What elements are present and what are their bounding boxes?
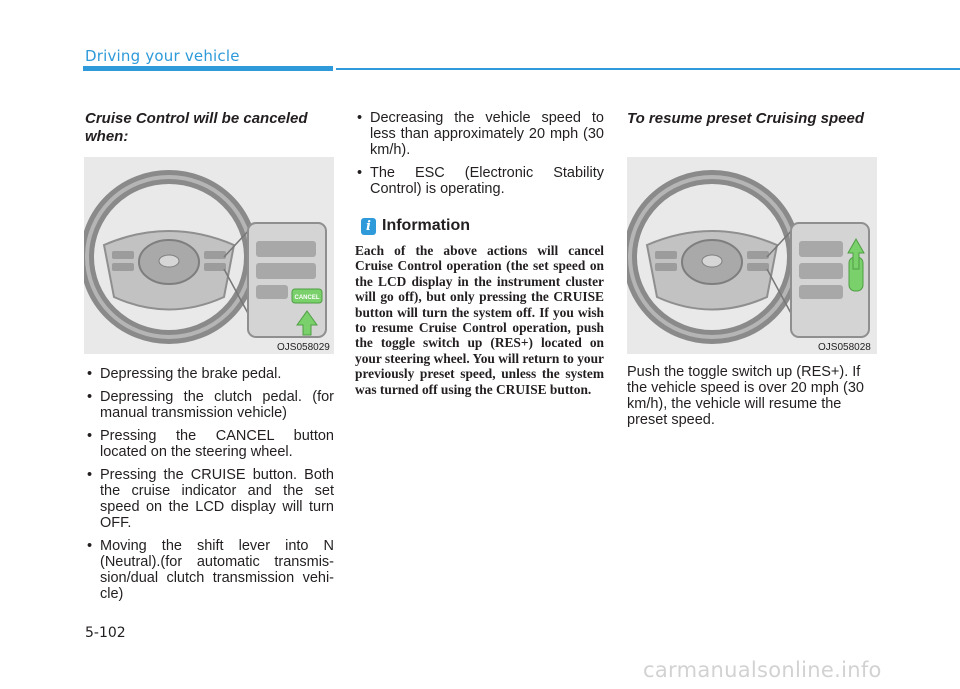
cancel-figure-code: OJS058029 (277, 342, 330, 353)
cancel-conditions-list (85, 366, 334, 609)
list-item: • Pressing the CRUISE button. Both the cruise indicator and the set speed on the LCD display will turn OFF. (85, 467, 334, 531)
list-item: • Pressing the CANCEL button located on the steering wheel. (85, 428, 334, 460)
page-number: 5-102 (85, 625, 126, 641)
steering-wheel-resume-illustration (627, 157, 877, 354)
resume-figure (627, 157, 877, 354)
information-title: Information (382, 217, 470, 234)
cancel-figure (84, 157, 334, 354)
cancel-conditions-list-continued (355, 110, 604, 204)
list-item: • Depressing the clutch pedal. (for manual transmission vehicle) (85, 389, 334, 421)
info-icon: i (361, 218, 376, 235)
steering-wheel-cancel-illustration (84, 157, 334, 354)
watermark: carmanualsonline.info (643, 658, 882, 682)
list-item: • The ESC (Electronic Stability Control) is operating. (355, 165, 604, 197)
list-item: • Moving the shift lever into N (Neutral).(for automatic transmis-sion/dual clutch transmission vehi-cle) (85, 538, 334, 602)
resume-heading: To resume preset Cruising speed (627, 110, 865, 127)
list-item: • Decreasing the vehicle speed to less than approximately 20 mph (30 km/h). (355, 110, 604, 158)
header-rule-thick (83, 66, 333, 71)
header-rule-thin (336, 68, 960, 70)
cancel-heading: Cruise Control will be canceled when: (85, 110, 308, 145)
cancel-button-label: CANCEL (294, 295, 320, 301)
resume-figure-code: OJS058028 (818, 342, 871, 353)
section-title: Driving your vehicle (85, 47, 240, 65)
information-text: Each of the above actions will cancel Cruise Control operation (the set speed on the LCD display in the instrument cluster will go off), but only pressing the CRUISE button will turn the system off. If you wish to resume Cruise Control operation, push the toggle switch up (RES+) located on your steering wheel. You will return to your previously preset speed, unless the system was turned off using the CRUISE button. (355, 243, 604, 397)
resume-paragraph: Push the toggle switch up (RES+). If the vehicle speed is over 20 mph (30 km/h), the vehicle will resume the preset speed. (627, 364, 864, 428)
list-item: • Depressing the brake pedal. (85, 366, 334, 382)
